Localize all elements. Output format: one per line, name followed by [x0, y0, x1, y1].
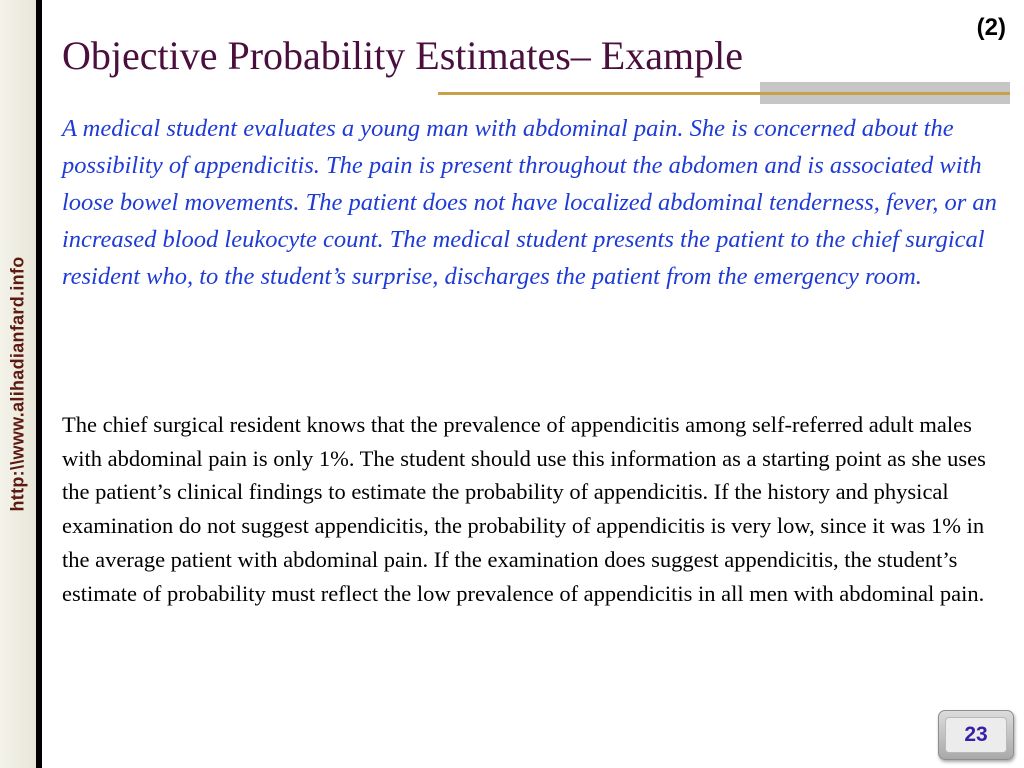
slide-title: Objective Probability Estimates– Example: [62, 33, 743, 78]
page-number: 23: [945, 717, 1007, 753]
page-number-badge: [938, 710, 1014, 760]
explanation-paragraph: The chief surgical resident knows that the prevalence of appendicitis among self-referred adult males with abdominal pain is only 1%. The student should use this information as a starting point as she uses the patient’s clinical findings to estimate the probability of appendicitis. If the history and physical examination do not suggest appendicitis, the probability of appendicitis is very low, since it was 1% in the average patient with abdominal pain. If the examination does suggest appendicitis, the student’s estimate of probability must reflect the low prevalence of appendicitis in all men with abdominal pain.: [62, 412, 986, 606]
case-description: A medical student evaluates a young man with abdominal pain. She is concerned about the possibility of appendicitis. The pain is present throughout the abdomen and is associated with loose bowel movements. The patient does not have localized abdominal tenderness, fever, or an increased blood leukocyte count. The medical student presents the patient to the chief surgical resident who, to the student’s surprise, discharges the patient from the emergency room.: [62, 115, 997, 290]
title-underline-gold-rule: [438, 92, 1010, 95]
left-border-bar: [36, 0, 42, 768]
side-watermark-url: http:\\www.alihadianfard.info: [7, 256, 28, 512]
slide-part-label: (2): [976, 14, 1006, 41]
